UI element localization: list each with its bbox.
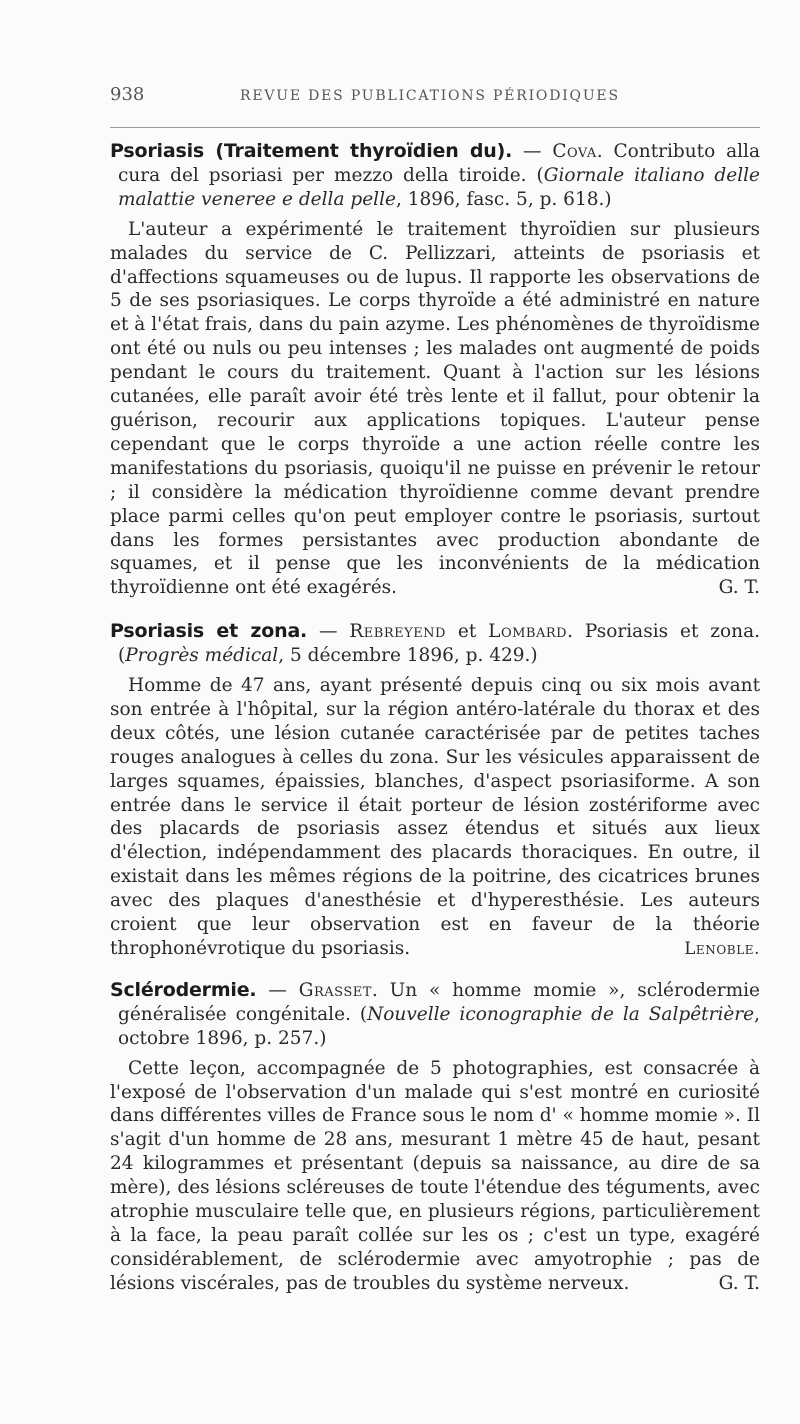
journal-title: REVUE DES PUBLICATIONS PÉRIODIQUES xyxy=(240,88,620,104)
entry-title: . Psoriasis et zona. ( xyxy=(118,621,760,667)
entry-summary xyxy=(110,1057,760,1296)
review-entry-psoriasis-thyroid xyxy=(110,140,760,600)
entry-title: . Contributo alla cura del psoriasi per mezzo della tiroide. ( xyxy=(118,141,760,186)
entry-author-2: Lombard xyxy=(488,621,568,643)
entry-source-details: , 1896, fasc. 5, p. 618.) xyxy=(395,188,612,210)
entry-source: Nouvelle iconographie de la Salpêtrière xyxy=(367,1003,755,1025)
header-rule xyxy=(110,127,760,128)
entry-signature: G. T. xyxy=(718,1272,760,1294)
entry-author: Grasset xyxy=(298,979,372,1001)
page-number: 938 xyxy=(110,84,145,105)
entry-keyword: Psoriasis et zona. xyxy=(110,620,308,643)
entry-summary-text: Homme de 47 ans, ayant présenté depuis cinq ou six mois avant son entrée à l'hôpital, sur la région antéro-latérale du thorax et des deux côtés, une lésion cutanée caractérisée par de petites taches rouges analogues à celles du zona. Sur les vésicules apparaissent de larges squames, épaissies, blanches, d'aspect psoriasiforme. A son entrée dans le service il était porteur de lésion zostériforme avec des placards de psoriasis assez étendus et situés aux lieux d'élection, indépendamment des placards thoraciques. En outre, il existait dans les mêmes régions de la poitrine, des cicatrices brunes avec des plaques d'anesthésie et d'hyperesthésie. Les auteurs croient que leur observation est en faveur de la théorie throphonévrotique du psoriasis. xyxy=(110,675,760,959)
entry-heading xyxy=(110,140,760,212)
entry-summary xyxy=(110,674,760,961)
entry-heading xyxy=(110,979,760,1051)
heading-dash: — xyxy=(512,141,553,162)
entry-spacer xyxy=(110,961,760,979)
heading-dash: — xyxy=(256,979,299,1001)
entry-signature: G. T. xyxy=(718,577,760,599)
entry-author: Cova xyxy=(552,141,597,162)
entry-spacer xyxy=(110,600,760,620)
entry-source: Progrès médical xyxy=(125,645,279,667)
article-column xyxy=(110,140,760,1296)
entry-heading xyxy=(110,620,760,668)
entry-signature: Lenoble. xyxy=(684,939,760,958)
entry-keyword: Sclérodermie. xyxy=(110,978,257,1001)
entry-summary xyxy=(110,218,760,601)
running-head xyxy=(110,84,760,114)
entry-summary-text: Cette leçon, accompagnée de 5 photographies, est consacrée à l'exposé de l'observation d'un malade qui s'est montré en curiosité dans différentes villes de France sous le nom d' « homme momie ». Il s'agit d'un homme de 28 ans, mesurant 1 mètre 45 de haut, pesant 24 kilogrammes et présentant (depuis sa naissance, au dire de sa mère), des lésions scléreuses de toute l'étendue des téguments, avec atrophie musculaire telle que, en plusieurs régions, particulièrement à la face, la peau paraît collée sur les os ; c'est un type, exagéré considérablement, de sclérodermie avec amyotrophie ; pas de lésions viscérales, pas de troubles du système nerveux. xyxy=(110,1057,760,1294)
author-separator: et xyxy=(445,621,489,643)
entry-keyword: Psoriasis (Traitement thyroïdien du). xyxy=(110,140,513,162)
entry-source-details: , octobre 1896, p. 257.) xyxy=(118,1003,760,1049)
review-entry-sclerodermie xyxy=(110,979,760,1296)
entry-title: . Un « homme momie », sclérodermie généralisée congénitale. ( xyxy=(118,979,761,1025)
review-entry-psoriasis-zona xyxy=(110,620,760,961)
entry-source-details: , 5 décembre 1896, p. 429.) xyxy=(278,645,538,667)
entry-author: Rebreyend xyxy=(349,621,446,643)
entry-summary-text: L'auteur a expérimenté le traitement thyroïdien sur plusieurs malades du service de C. Pellizzari, atteints de psoriasis et d'affections squameuses ou de lupus. Il rapporte les observations de 5 de ses psoriasiques. Le corps thyroïde a été administré en nature et à l'état frais, dans du pain azyme. Les phénomènes de thyroïdisme ont été ou nuls ou peu intenses ; les malades ont augmenté de poids pendant le cours du traitement. Quant à l'action sur les lésions cutanées, elle paraît avoir été très lente et il fallut, pour obtenir la guérison, recourir aux applications topiques. L'auteur pense cependant que le corps thyroïde a une action réelle contre les manifestations du psoriasis, quoiqu'il ne puisse en prévenir le retour ; il considère la médication thyroïdienne comme devant prendre place parmi celles qu'on peut employer contre le psoriasis, surtout dans les formes persistantes avec production abondante de squames, et il pense que les inconvénients de la médication thyroïdienne ont été exagérés. xyxy=(110,218,760,599)
heading-dash: — xyxy=(307,621,350,643)
entry-source: Giornale italiano delle malattie veneree e della pelle xyxy=(118,164,760,210)
